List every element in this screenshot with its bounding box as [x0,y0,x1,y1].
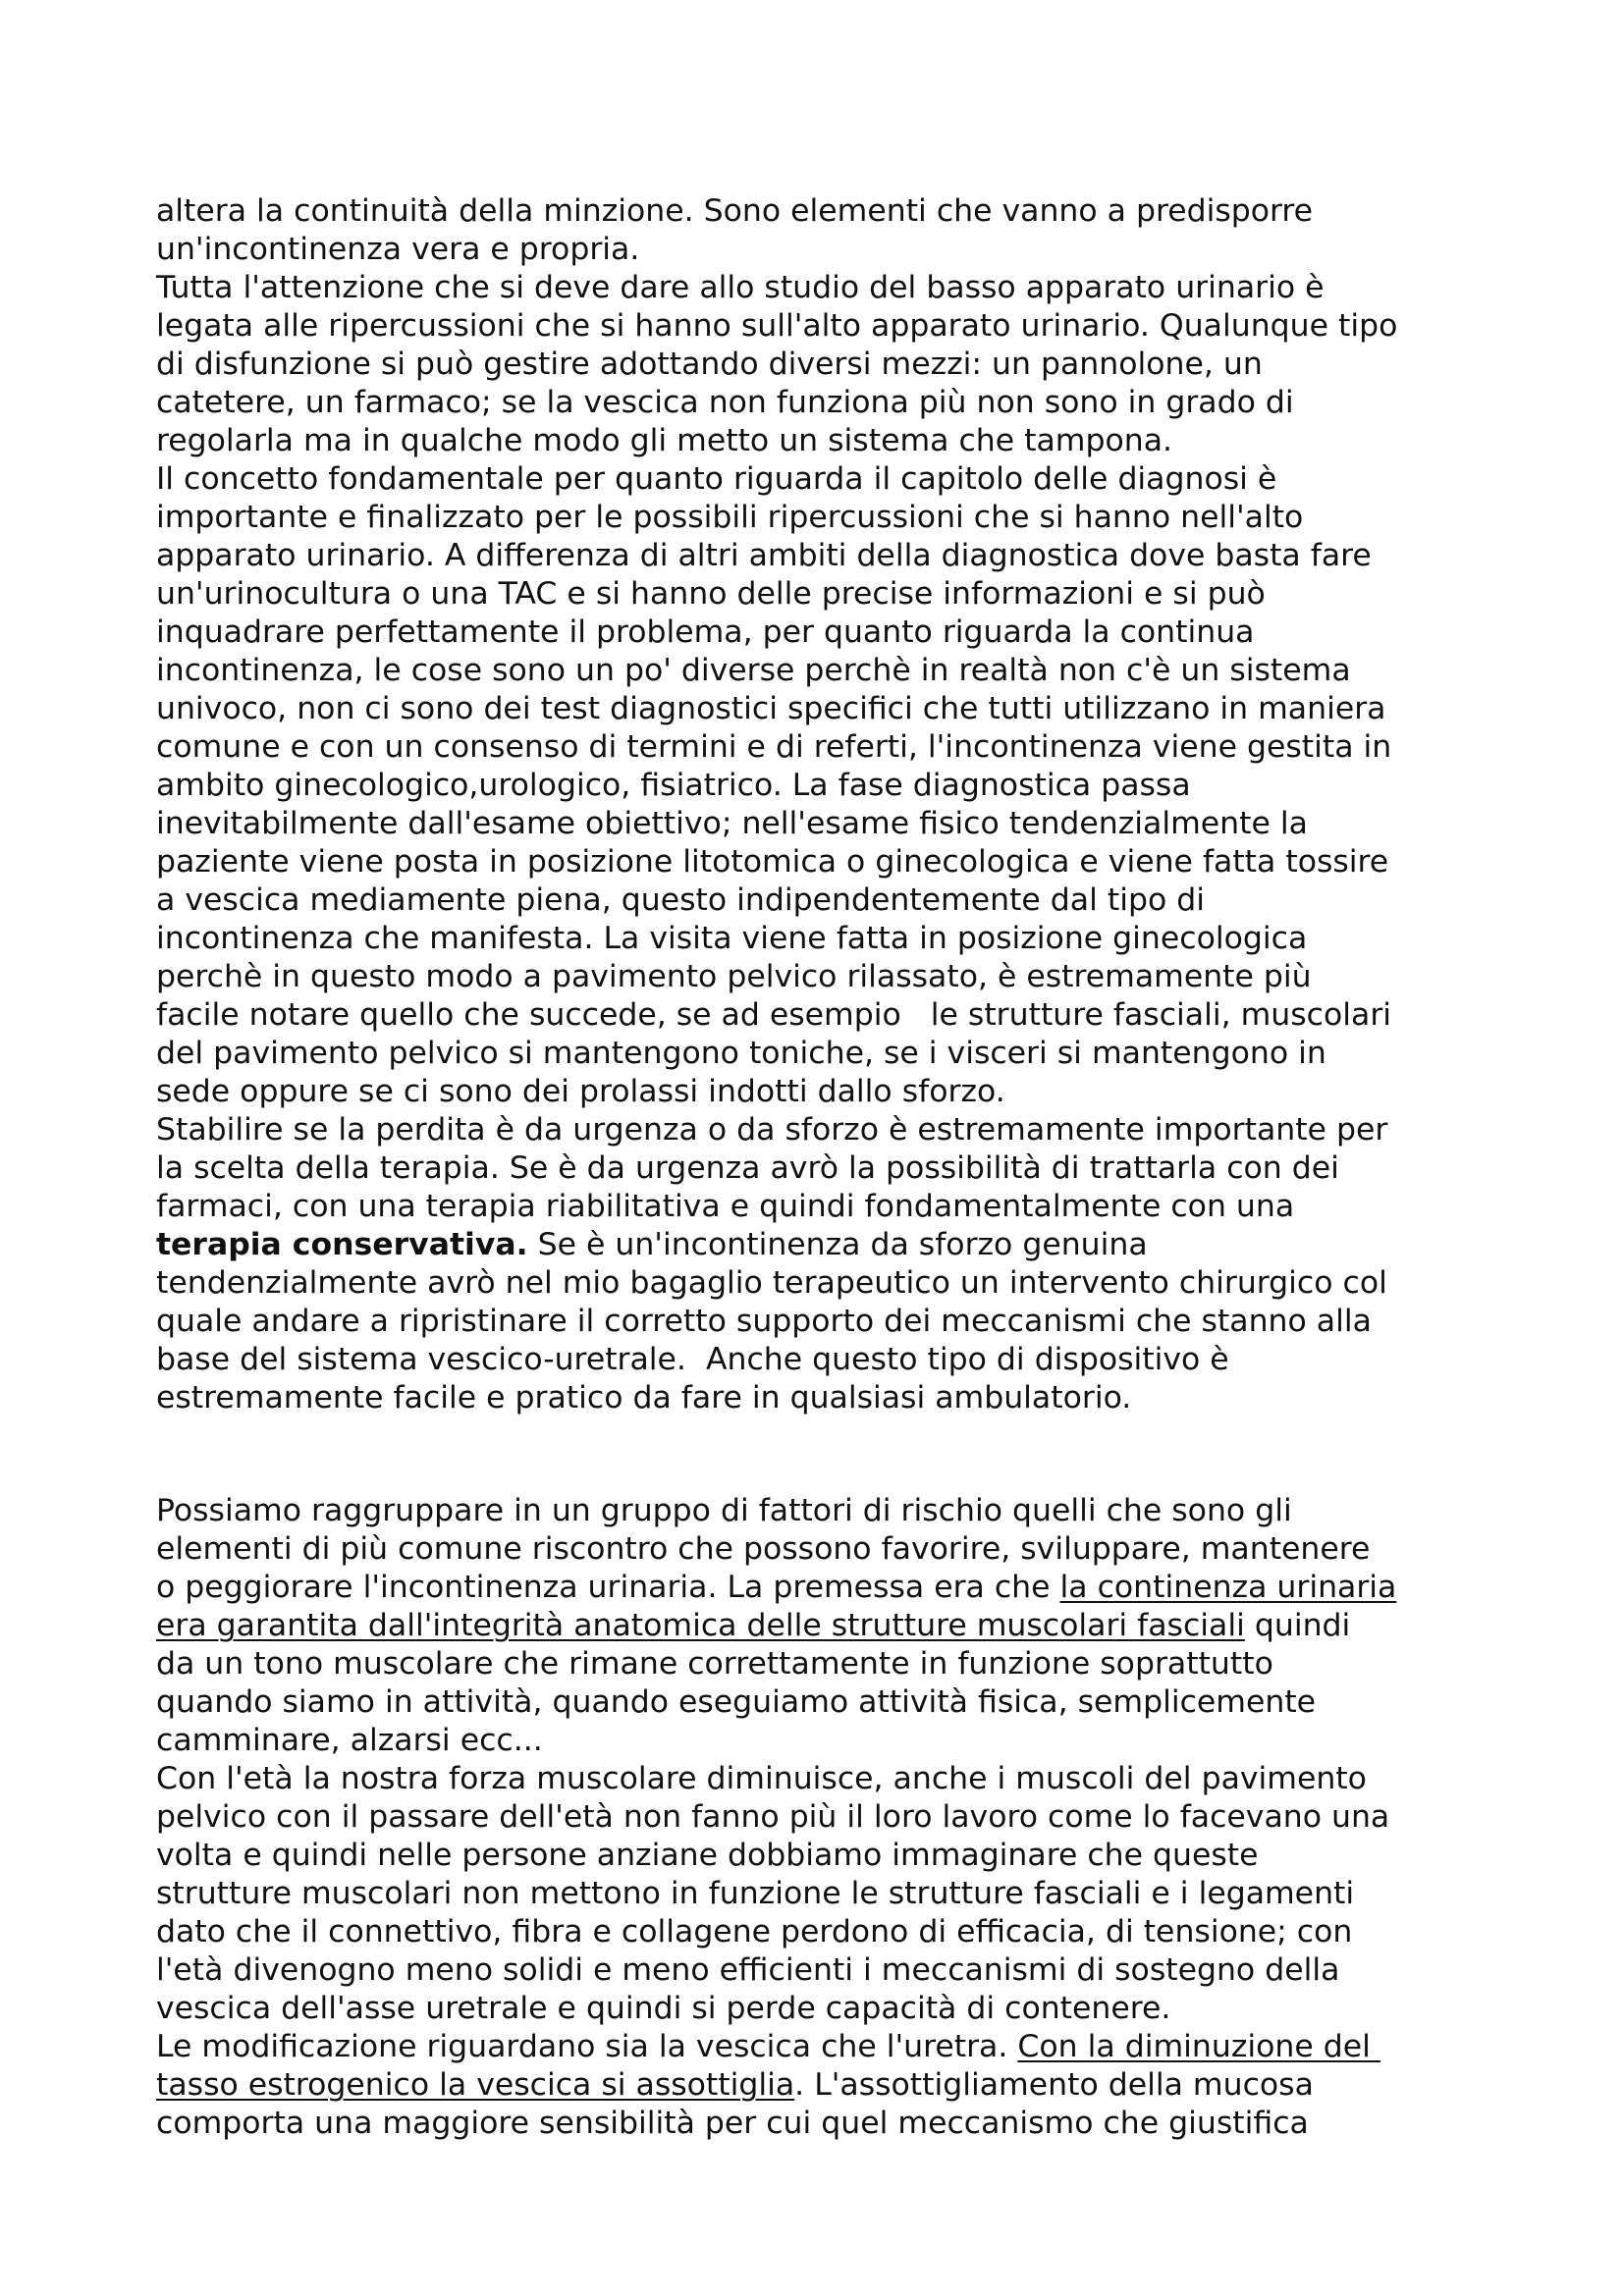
paragraph-block-diagnosis [156,192,1491,1417]
underlined-text: Con la diminuzione del [1017,2029,1380,2064]
text-line: dato che il connettivo, fibra e collagene perdono di efficacia, di tensione; con [156,1914,1353,1949]
text-line: catetere, un farmaco; se la vescica non funziona più non sono in grado di [156,385,1294,420]
text-line: l'età divenogno meno solidi e meno efficienti i meccanismi di sostegno della [156,1952,1340,1988]
text-line: comune e con un consenso di termini e di referti, l'incontinenza viene gestita in [156,729,1392,765]
text-line: Tutta l'attenzione che si deve dare allo studio del basso apparato urinario è [156,270,1325,305]
text-line-with-underline [156,2066,1491,2105]
text-line: farmaci, con una terapia riabilitativa e quindi fondamentalmente con una [156,1189,1295,1224]
text-line: la scelta della terapia. Se è da urgenza avrò la possibilità di trattarla con dei [156,1150,1339,1186]
text-line: univoco, non ci sono dei test diagnostici specifici che tutti utilizzano in maniera [156,691,1386,726]
text-line: ambito ginecologico,urologico, fisiatrico. La fase diagnostica passa [156,768,1191,803]
text-line: Con l'età la nostra forza muscolare diminuisce, anche i muscoli del pavimento [156,1761,1367,1796]
underlined-text: tasso estrogenico la vescica si assottiglia [156,2067,795,2103]
text-line: sede oppure se ci sono dei prolassi indotti dallo sforzo. [156,1074,1005,1109]
text-line: da un tono muscolare che rimane correttamente in funzione soprattutto [156,1646,1273,1682]
text-line: importante e finalizzato per le possibili ripercussioni che si hanno nell'alto [156,500,1304,535]
text-line: comporta una maggiore sensibilità per cui quel meccanismo che giustifica [156,2106,1309,2141]
text-span: Se è un'incontinenza da sforzo genuina [527,1227,1148,1262]
text-span: quindi [1244,1608,1351,1643]
text-line-with-underline [156,2028,1491,2066]
text-line: Il concetto fondamentale per quanto riguarda il capitolo delle diagnosi è [156,461,1277,497]
underlined-text: era garantita dall'integrità anatomica delle strutture muscolari fasciali [156,1608,1245,1643]
text-line-with-bold [156,1226,1491,1264]
text-line: vescica dell'asse uretrale e quindi si perde capacità di contenere. [156,1991,1171,2026]
underlined-text: la continenza urinaria [1059,1570,1397,1605]
text-line: incontinenza, le cose sono un po' diverse perchè in realtà non c'è un sistema [156,653,1351,688]
text-line: elementi di più comune riscontro che possono favorire, sviluppare, mantenere [156,1531,1371,1567]
text-line: tendenzialmente avrò nel mio bagaglio terapeutico un intervento chirurgico col [156,1265,1387,1301]
text-line: un'incontinenza vera e propria. [156,232,640,267]
text-line-with-underline [156,1607,1491,1645]
paragraph-block-risk-factors [156,1492,1491,2143]
text-line: facile notare quello che succede, se ad esempio le strutture fasciali, muscolari [156,997,1392,1033]
bold-term: terapia conservativa. [156,1227,528,1262]
text-line: perchè in questo modo a pavimento pelvico rilassato, è estremamente più [156,959,1312,994]
text-span: . L'assottigliamento della mucosa [794,2067,1314,2103]
text-line: del pavimento pelvico si mantengono toniche, se i visceri si mantengono in [156,1036,1326,1071]
text-line-with-underline [156,1569,1491,1607]
text-line: a vescica mediamente piena, questo indipendentemente dal tipo di [156,882,1205,918]
text-line: inquadrare perfettamente il problema, per quanto riguarda la continua [156,614,1255,650]
text-span: o peggiorare l'incontinenza urinaria. La premessa era che [156,1570,1060,1605]
text-line: base del sistema vescico-uretrale. Anche questo tipo di dispositivo è [156,1342,1229,1377]
text-line: regolarla ma in qualche modo gli metto un sistema che tampona. [156,423,1173,458]
text-line: altera la continuità della minzione. Sono elementi che vanno a predisporre [156,193,1314,229]
text-line: Possiamo raggruppare in un gruppo di fattori di rischio quelli che sono gli [156,1493,1292,1528]
text-line: strutture muscolari non mettono in funzione le strutture fasciali e i legamenti [156,1876,1355,1911]
text-line: quale andare a ripristinare il corretto supporto dei meccanismi che stanno alla [156,1304,1372,1339]
text-line: inevitabilmente dall'esame obiettivo; nell'esame fisico tendenzialmente la [156,806,1308,841]
text-line: apparato urinario. A differenza di altri ambiti della diagnostica dove basta fare [156,538,1372,573]
text-line: incontinenza che manifesta. La visita viene fatta in posizione ginecologica [156,921,1308,956]
text-line: volta e quindi nelle persone anziane dobbiamo immaginare che queste [156,1838,1259,1873]
text-line: un'urinocultura o una TAC e si hanno delle precise informazioni e si può [156,576,1266,612]
text-line: legata alle ripercussioni che si hanno sull'alto apparato urinario. Qualunque tipo [156,308,1398,344]
text-line: di disfunzione si può gestire adottando diversi mezzi: un pannolone, un [156,347,1263,382]
text-line: pelvico con il passare dell'età non fanno più il loro lavoro come lo facevano una [156,1799,1390,1835]
text-line: Stabilire se la perdita è da urgenza o da sforzo è estremamente importante per [156,1112,1388,1148]
text-span: Le modificazione riguardano sia la vescica che l'uretra. [156,2029,1018,2064]
text-line: paziente viene posta in posizione litotomica o ginecologica e viene fatta tossire [156,844,1389,880]
text-line: estremamente facile e pratico da fare in qualsiasi ambulatorio. [156,1380,1132,1415]
text-line: quando siamo in attività, quando eseguiamo attività fisica, semplicemente [156,1684,1317,1720]
text-line: camminare, alzarsi ecc... [156,1723,543,1758]
